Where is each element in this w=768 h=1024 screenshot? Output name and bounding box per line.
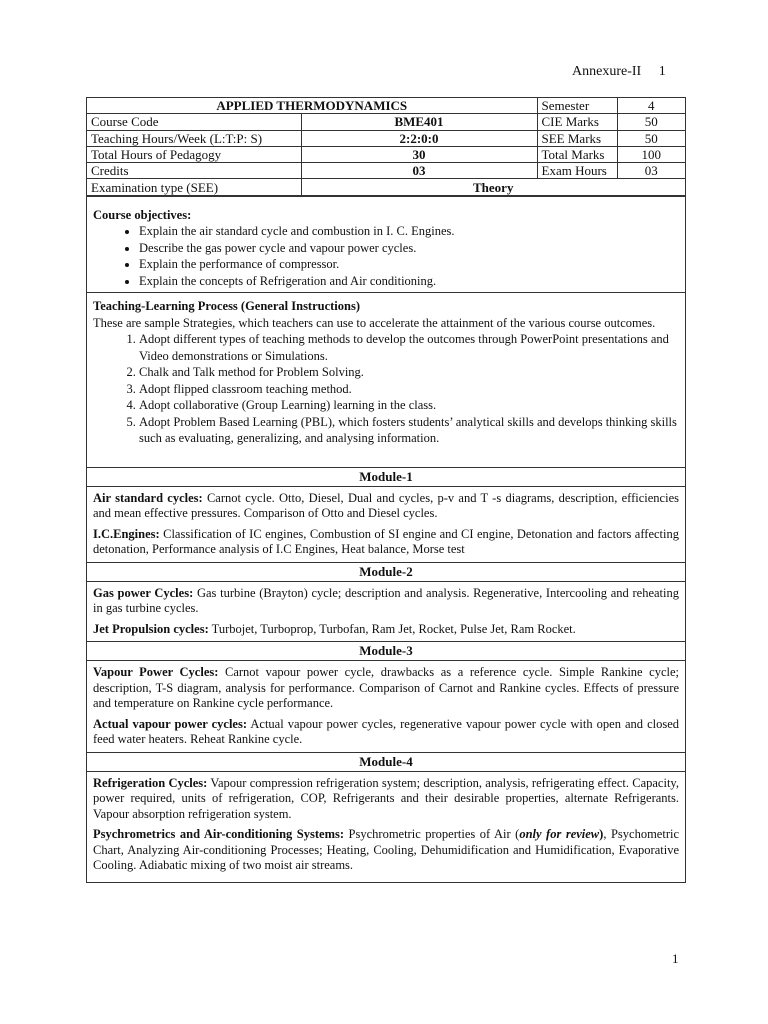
topic-text: Carnot vapour power cycle, drawbacks as a reference cycle. Simple Rankine cycle; description, T-S diagram, analysis for performance. Comparison of Carnot and Rankine cycles. Effects of pressure and temperature on Rankine cycle performance. bbox=[93, 665, 679, 711]
total-hours-row bbox=[87, 146, 685, 162]
cie-marks-value: 50 bbox=[617, 114, 685, 130]
topic-text: Psychrometric properties of Air ( bbox=[344, 827, 520, 842]
semester-value: 4 bbox=[617, 98, 685, 114]
objective-item: • Explain the air standard cycle and combustion in I. C. Engines. bbox=[139, 223, 679, 240]
topic-text: Turbojet, Turboprop, Turbofan, Ram Jet, Rocket, Pulse Jet, Ram Rocket. bbox=[208, 621, 576, 636]
topic-heading: ) bbox=[599, 827, 604, 842]
course-title: APPLIED THERMODYNAMICS bbox=[87, 98, 537, 114]
syllabus-frame bbox=[86, 97, 686, 883]
topic-text: Gas turbine (Brayton) cycle; description and analysis. Regenerative, Intercooling and reheating in gas turbine cycles. bbox=[93, 585, 679, 616]
teaching-hours-row bbox=[87, 130, 685, 146]
topic-heading: Gas power Cycles: bbox=[93, 585, 194, 600]
teaching-learning-title: Teaching-Learning Process (General Instructions) bbox=[93, 299, 361, 314]
teaching-item: 4. Adopt collaborative (Group Learning) learning in the class. bbox=[139, 397, 679, 414]
teaching-hours-label: Teaching Hours/Week (L:T:P: S) bbox=[87, 130, 301, 146]
teaching-item: 2. Chalk and Talk method for Problem Solving. bbox=[139, 364, 679, 381]
module-paragraph bbox=[93, 586, 679, 617]
course-objectives-section bbox=[87, 196, 685, 293]
exam-hours-value: 03 bbox=[617, 163, 685, 179]
module-paragraph bbox=[93, 622, 679, 638]
topic-heading: Refrigeration Cycles: bbox=[93, 775, 208, 790]
annexure-label bbox=[572, 64, 666, 80]
module-2-title: Module-2 bbox=[87, 562, 685, 581]
module-paragraph bbox=[93, 665, 679, 712]
topic-heading: Jet Propulsion cycles: bbox=[93, 621, 209, 636]
teaching-item: 5. Adopt Problem Based Learning (PBL), which fosters students’ analytical skills and develops thinking skills such as evaluating, generalizing, and analysing information. bbox=[139, 414, 679, 447]
exam-type-value: Theory bbox=[301, 179, 685, 195]
course-code-label: Course Code bbox=[87, 114, 301, 130]
module-2-body bbox=[87, 581, 685, 642]
topic-text: , Psychometric Chart, Analyzing Air-conditioning Processes; Heating, Cooling, Dehumidification and Humidification, Evaporative Cooling. Adiabatic mixing of two moist air streams. bbox=[93, 827, 680, 873]
teaching-item: 1. Adopt different types of teaching methods to develop the outcomes through PowerPoint presentations and Video demonstrations or Simulations. bbox=[139, 331, 679, 364]
topic-text: Actual vapour power cycles, regenerative vapour power cycle with open and closed feed water heaters. Reheat Rankine cycle. bbox=[93, 716, 680, 747]
total-hours-label: Total Hours of Pedagogy bbox=[87, 146, 301, 162]
module-paragraph bbox=[93, 491, 679, 522]
topic-heading: Psychrometrics and Air-conditioning Systems: bbox=[93, 827, 345, 842]
teaching-learning-section bbox=[87, 292, 685, 467]
see-marks-value: 50 bbox=[617, 130, 685, 146]
topic-heading: Actual vapour power cycles: bbox=[93, 716, 248, 731]
semester-label: Semester bbox=[537, 98, 617, 114]
objective-item: • Explain the performance of compressor. bbox=[139, 256, 679, 273]
module-1-body bbox=[87, 486, 685, 562]
course-title-row bbox=[87, 98, 685, 114]
module-1-title: Module-1 bbox=[87, 467, 685, 486]
annexure-text: Annexure-II bbox=[572, 64, 642, 79]
credits-value: 03 bbox=[301, 163, 537, 179]
course-info-table bbox=[87, 98, 685, 196]
topic-text: Vapour compression refrigeration system; description, analysis, refrigerating effect. Capacity, power required, units of refrigeration, COP, Refrigerants and their desirable properties, alternate Refrigerants. Vapour absorption refrigeration system. bbox=[93, 775, 679, 821]
teaching-learning-intro: These are sample Strategies, which teachers can use to accelerate the attainment of the various course outcomes. bbox=[93, 315, 656, 330]
course-objectives-list bbox=[93, 223, 679, 289]
topic-text: Classification of IC engines, Combustion of SI engine and CI engine, Detonation and factors affecting detonation, Performance analysis of I.C Engines, Heat balance, Morse test bbox=[93, 526, 679, 557]
course-code-row bbox=[87, 114, 685, 130]
credits-row bbox=[87, 163, 685, 179]
total-hours-value: 30 bbox=[301, 146, 537, 162]
objective-item: • Describe the gas power cycle and vapour power cycles. bbox=[139, 240, 679, 257]
credits-label: Credits bbox=[87, 163, 301, 179]
total-marks-value: 100 bbox=[617, 146, 685, 162]
topic-emphasis: only for review bbox=[519, 827, 600, 842]
topic-heading: Air standard cycles: bbox=[93, 490, 203, 505]
total-marks-label: Total Marks bbox=[537, 146, 617, 162]
exam-type-row bbox=[87, 179, 685, 195]
module-paragraph bbox=[93, 776, 679, 823]
see-marks-label: SEE Marks bbox=[537, 130, 617, 146]
course-objectives-title: Course objectives: bbox=[93, 207, 192, 222]
exam-hours-label: Exam Hours bbox=[537, 163, 617, 179]
teaching-item: 3. Adopt flipped classroom teaching method. bbox=[139, 381, 679, 398]
teaching-hours-value: 2:2:0:0 bbox=[301, 130, 537, 146]
cie-marks-label: CIE Marks bbox=[537, 114, 617, 130]
module-3-body bbox=[87, 660, 685, 752]
exam-type-label: Examination type (SEE) bbox=[87, 179, 301, 195]
page-number: 1 bbox=[672, 951, 679, 966]
objective-item: • Explain the concepts of Refrigeration and Air conditioning. bbox=[139, 273, 679, 290]
module-4-body bbox=[87, 771, 685, 882]
module-4-title: Module-4 bbox=[87, 752, 685, 771]
teaching-learning-list bbox=[93, 331, 679, 447]
topic-heading: Vapour Power Cycles: bbox=[93, 665, 219, 680]
module-3-title: Module-3 bbox=[87, 641, 685, 660]
annexure-page-number: 1 bbox=[658, 64, 666, 79]
module-paragraph bbox=[93, 717, 679, 748]
module-paragraph bbox=[93, 527, 679, 558]
module-paragraph bbox=[93, 827, 679, 874]
course-code-value: BME401 bbox=[301, 114, 537, 130]
topic-text: Carnot cycle. Otto, Diesel, Dual and cycles, p-v and T -s diagrams, description, efficiencies and mean effective pressures. Comparison of Otto and Diesel cycles. bbox=[93, 490, 679, 521]
topic-heading: I.C.Engines: bbox=[93, 526, 160, 541]
